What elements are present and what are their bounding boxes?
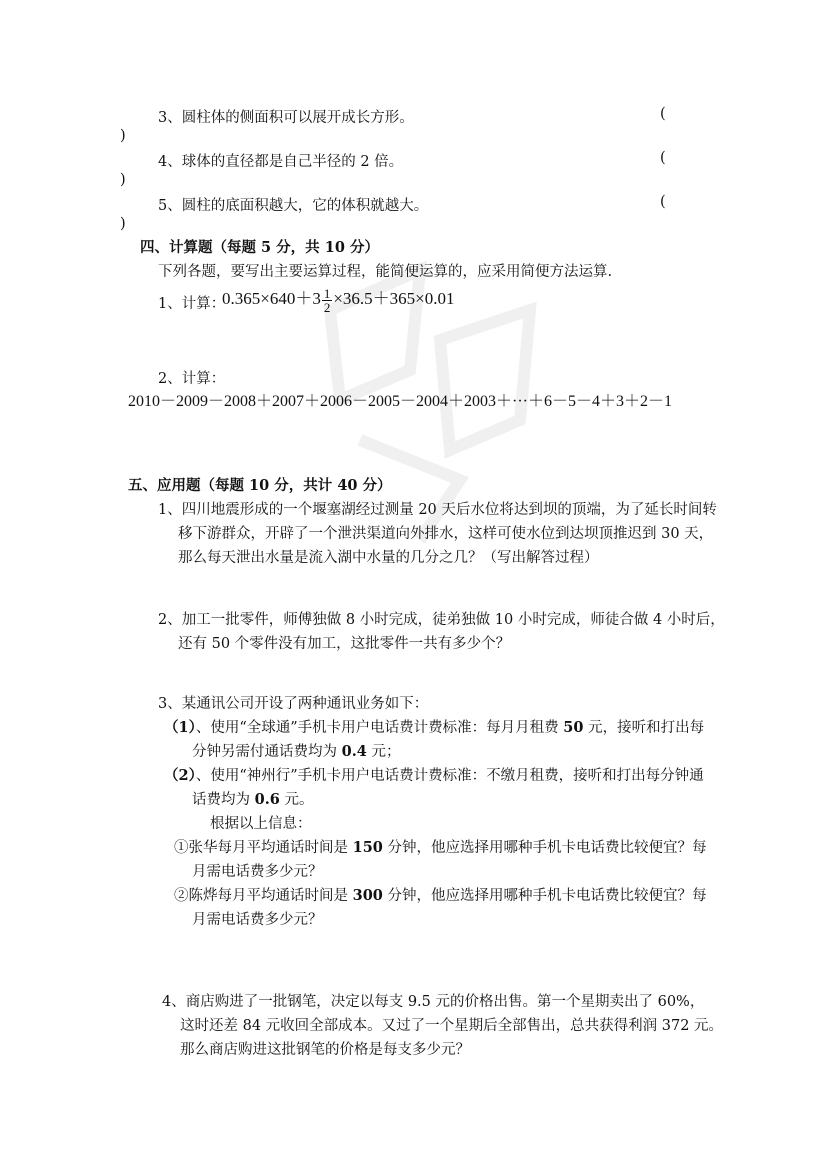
- app-q1-line2: 移下游群众，开辟了一个泄洪渠道向外排水，这样可使水位到达坝顶推迟到 30 天，: [178, 526, 714, 542]
- calc-q1-expr-a: 0.365×640＋3: [222, 289, 321, 308]
- app-q3-item1-line2: [192, 740, 400, 761]
- calc-q2-label: 2、计算：: [158, 371, 226, 387]
- app-q1-line1: 1、四川地震形成的一个堰塞湖经过测量 20 天后水位将达到坝的顶端，为了延长时间转: [158, 502, 717, 518]
- item2-text: 、使用“神州行”手机卡用户电话费计费标准：不缴月租费，接听和打出每分钟通: [195, 768, 704, 784]
- judge-q3-paren-open[interactable]: (: [660, 106, 666, 122]
- judge-q3: 3、圆柱体的侧面积可以展开成长方形。: [158, 110, 414, 126]
- frac-numerator: 1: [323, 285, 331, 301]
- item2-number: （2）: [164, 767, 196, 784]
- section5-heading: 五、应用题（每题 10 分，共计 40 分）: [128, 477, 392, 494]
- chenye-minutes: 300: [352, 887, 383, 904]
- calc-q2-expression: 2010－2009－2008＋2007＋2006－2005－2004＋2003＋···＋6－5－4＋3＋2－1: [128, 393, 672, 410]
- judge-q3-paren-close: ): [120, 128, 126, 144]
- judge-q4: 4、球体的直径都是自己半径的 2 倍。: [158, 154, 404, 170]
- item1-number: （1）: [164, 719, 196, 736]
- sub2-pre: ②陈烨每月平均通话时间是: [174, 888, 353, 904]
- app-q2-line2: 还有 50 个零件没有加工，这批零件一共有多少个？: [178, 636, 511, 652]
- judge-q4-paren-open[interactable]: (: [660, 150, 666, 166]
- item1-line2-post: 元；: [366, 744, 401, 760]
- item2-line2-post: 元。: [279, 792, 314, 808]
- item2-line2-pre: 话费均为: [192, 792, 255, 808]
- judge-q4-paren-close: ): [120, 172, 126, 188]
- zhanghua-minutes: 150: [352, 839, 383, 856]
- calc-q1-label: 1、计算：: [158, 296, 226, 312]
- app-q3-item1-line1: [164, 716, 704, 737]
- item1-line2-pre: 分钟另需付通话费均为: [192, 744, 342, 760]
- app-q4-line3: 那么商店购进这批钢笔的价格是每支多少元？: [180, 1042, 470, 1058]
- calc-q1-expression: [222, 284, 455, 314]
- sub1-post: 分钟，他应选择用哪种手机卡电话费比较便宜？每: [382, 840, 707, 856]
- judge-q5-paren-open[interactable]: (: [660, 194, 666, 210]
- app-q3-item2-line2: [192, 788, 313, 809]
- judge-q5: 5、圆柱的底面积越大，它的体积就越大。: [158, 198, 429, 214]
- sub2-post: 分钟，他应选择用哪种手机卡电话费比较便宜？每: [382, 888, 707, 904]
- app-q3-sub1-line2: 月需电话费多少元？: [192, 864, 323, 880]
- app-q3-sub2-line2: 月需电话费多少元？: [192, 912, 323, 928]
- app-q2-line1: 2、加工一批零件，师傅独做 8 小时完成，徒弟独做 10 小时完成，师徒合做 4 小时后，: [158, 612, 725, 628]
- shenzhouxing-rate-value: 0.6: [254, 791, 280, 808]
- app-q3-sub1-line1: [174, 836, 707, 857]
- judge-q5-paren-close: ): [120, 216, 126, 232]
- frac-denominator: 2: [323, 299, 331, 315]
- quanqiutong-rate-value: 0.4: [341, 743, 367, 760]
- section4-heading: 四、计算题（每题 5 分，共 10 分）: [140, 239, 379, 256]
- app-q1-line3: 那么每天泄出水量是流入湖中水量的几分之几？（写出解答过程）: [178, 550, 599, 566]
- app-q3-sub2-line1: [174, 884, 707, 905]
- item1-text-post: 元，接听和打出每: [583, 720, 705, 736]
- item1-text-pre: 、使用“全球通”手机卡用户电话费计费标准：每月月租费: [195, 720, 564, 736]
- app-q3-basis: 根据以上信息：: [210, 816, 312, 832]
- calc-q1-fraction: [322, 287, 333, 314]
- sub1-pre: ①张华每月平均通话时间是: [174, 840, 353, 856]
- app-q4-line2: 这时还差 84 元收回全部成本。又过了一个星期后全部售出，总共获得利润 372 元。: [180, 1018, 724, 1034]
- calc-q1-expr-b: ×36.5＋365×0.01: [333, 289, 455, 308]
- app-q4-line1: 4、商店购进了一批钢笔，决定以每支 9.5 元的价格出售。第一个星期卖出了 60%，: [162, 994, 705, 1010]
- app-q3-intro: 3、某通讯公司开设了两种通讯业务如下：: [158, 696, 429, 712]
- app-q3-item2-line1: [164, 764, 704, 785]
- monthly-rent-value: 50: [563, 719, 584, 736]
- section4-instruction: 下列各题，要写出主要运算过程，能简便运算的，应采用简便方法运算.: [158, 264, 613, 280]
